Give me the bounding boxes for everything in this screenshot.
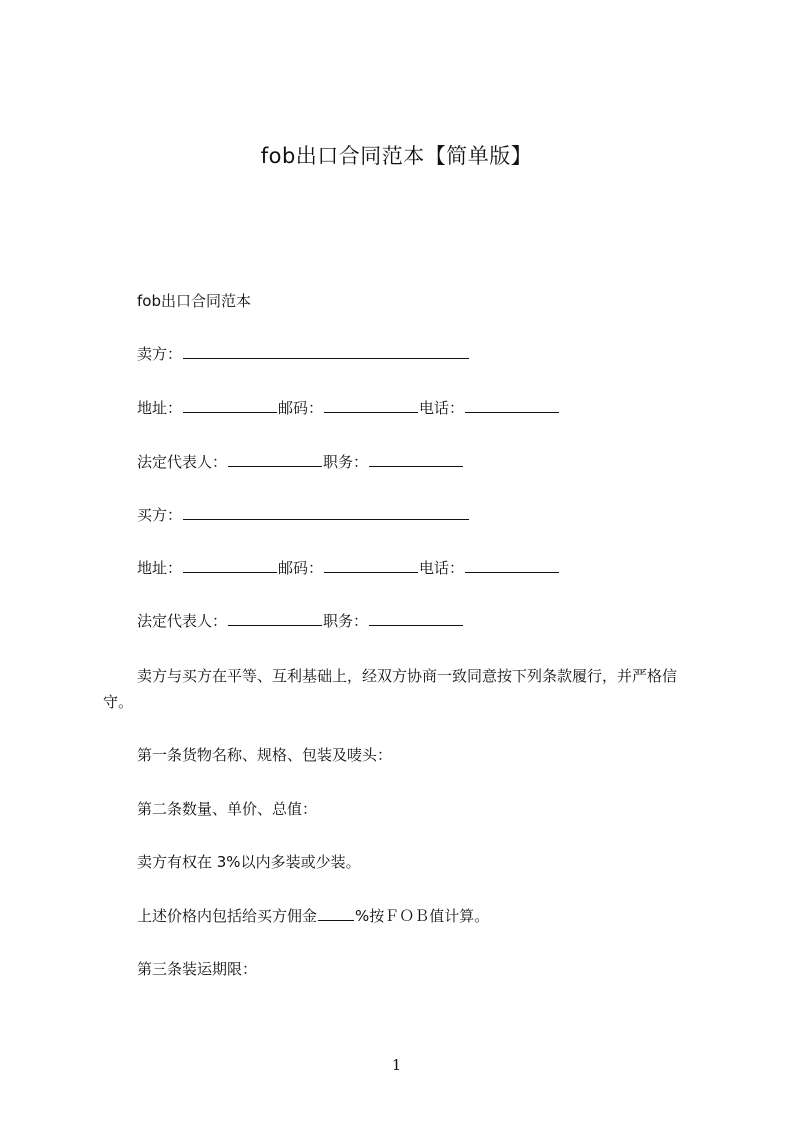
intro-paragraph: 卖方与买方在平等、互利基础上，经双方协商一致同意按下列条款履行，并严格信守。 <box>103 667 678 711</box>
buyer-zip-label: 邮码： <box>278 559 324 577</box>
document-subtitle: fob出口合同范本 <box>137 292 251 310</box>
buyer-name-blank <box>183 506 469 520</box>
buyer-address-blank <box>183 559 277 573</box>
seller-address-blank <box>183 399 277 413</box>
seller-rep-line <box>137 452 464 472</box>
buyer-rep-blank <box>228 612 322 626</box>
seller-phone-blank <box>465 399 559 413</box>
buyer-phone-blank <box>465 559 559 573</box>
seller-name-line <box>137 344 470 364</box>
buyer-label: 买方： <box>137 506 183 524</box>
buyer-position-label: 职务： <box>323 612 369 630</box>
seller-position-label: 职务： <box>323 453 369 471</box>
seller-name-blank <box>183 345 469 359</box>
seller-address-line <box>137 398 560 418</box>
buyer-name-line <box>137 505 470 525</box>
buyer-position-blank <box>369 612 463 626</box>
document-title: fob出口合同范本【简单版】 <box>260 144 533 168</box>
seller-rep-label: 法定代表人： <box>137 453 228 471</box>
buyer-zip-blank <box>324 559 418 573</box>
seller-zip-label: 邮码： <box>278 399 324 417</box>
commission-suffix: %按ＦＯＢ值计算。 <box>355 907 490 925</box>
buyer-address-line <box>137 558 560 578</box>
buyer-rep-line <box>137 611 464 631</box>
seller-label: 卖方： <box>137 345 183 363</box>
buyer-phone-label: 电话： <box>419 559 465 577</box>
buyer-address-label: 地址： <box>137 559 183 577</box>
page-number: 1 <box>391 1056 402 1074</box>
commission-clause <box>137 906 489 926</box>
seller-position-blank <box>369 453 463 467</box>
commission-prefix: 上述价格内包括给买方佣金 <box>137 907 318 925</box>
seller-address-label: 地址： <box>137 399 183 417</box>
article-1-heading: 第一条货物名称、规格、包装及唛头： <box>137 746 393 764</box>
seller-zip-blank <box>324 399 418 413</box>
seller-phone-label: 电话： <box>419 399 465 417</box>
commission-blank <box>318 907 354 921</box>
article-2-heading: 第二条数量、单价、总值： <box>137 800 318 818</box>
buyer-rep-label: 法定代表人： <box>137 612 228 630</box>
quantity-clause: 卖方有权在 3%以内多装或少装。 <box>137 853 361 871</box>
seller-rep-blank <box>228 453 322 467</box>
article-3-heading: 第三条装运期限： <box>137 960 258 978</box>
